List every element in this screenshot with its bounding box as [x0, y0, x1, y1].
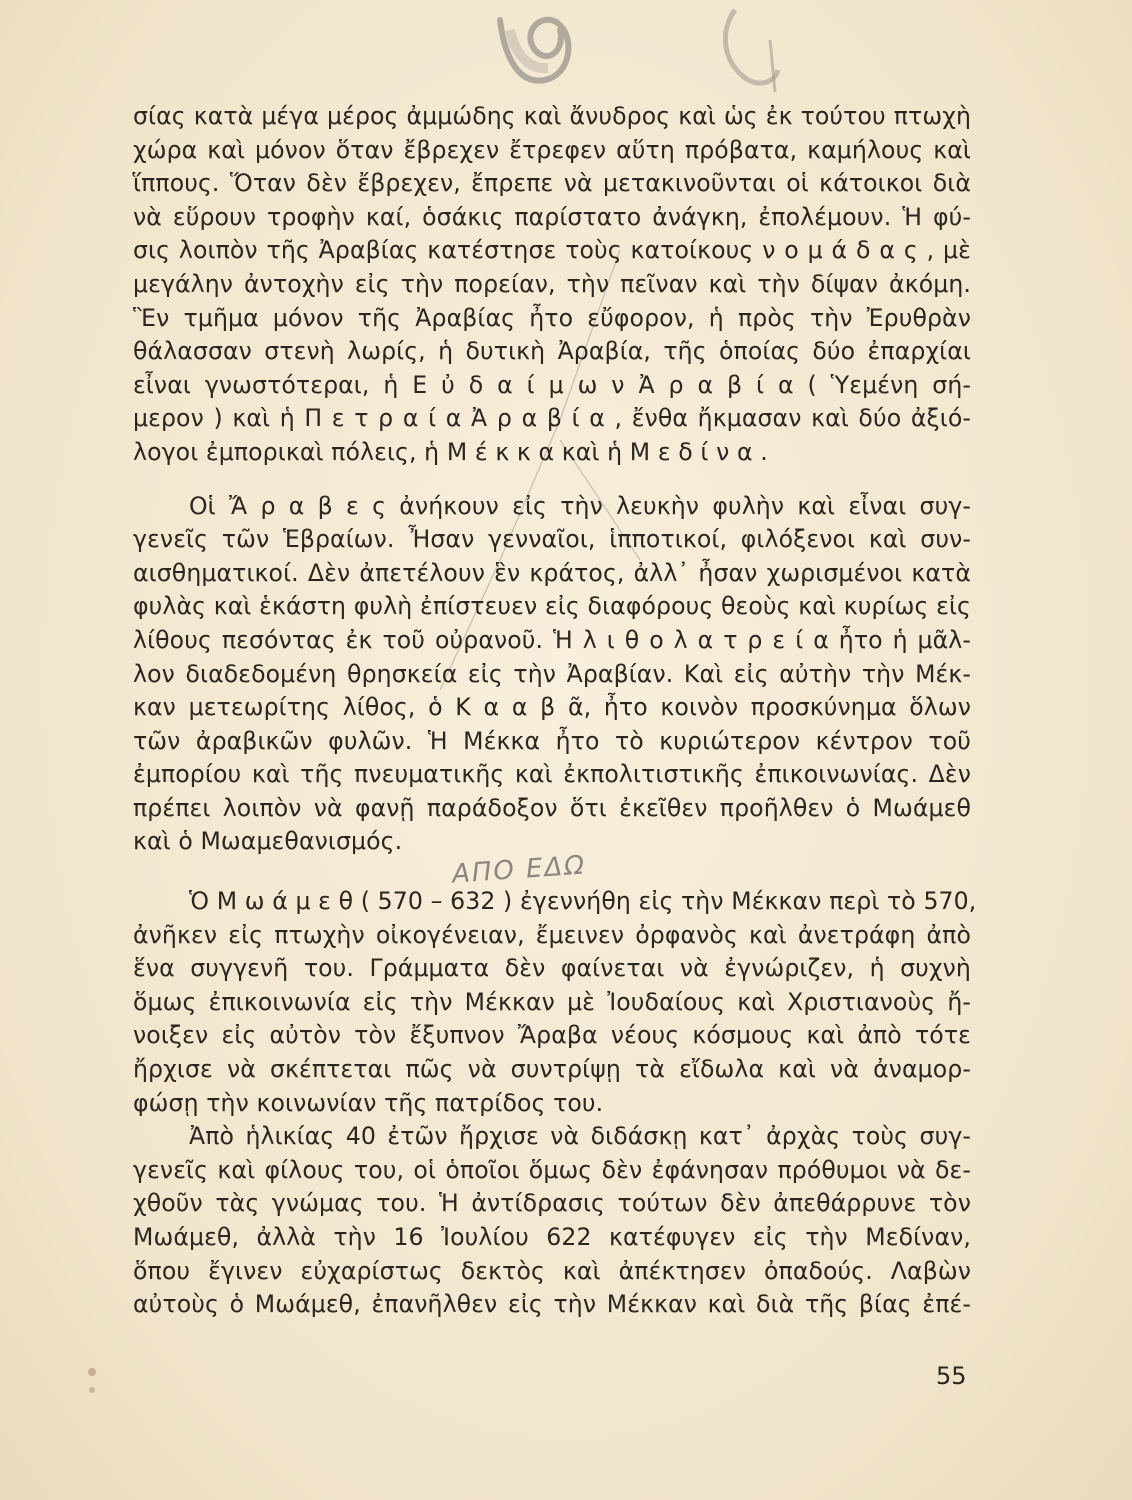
paragraph-arabia-geography	[133, 100, 971, 470]
text-line: λίθους πεσόντας ἐκ τοῦ οὐρανοῦ. Ἡ λ ι θ ο λ α τ ρ ε ί α ἦτο ἡ μᾶλ-	[133, 625, 971, 654]
text-line: φώσῃ τὴν κοινωνίαν τῆς πατρίδος του.	[133, 1088, 604, 1117]
text-line: ἵππους. Ὅταν δὲν ἔβρεχεν, ἔπρεπε νὰ μετακινοῦνται οἱ κάτοικοι διὰ	[133, 169, 971, 198]
text-line: γενεῖς καὶ φίλους του, οἱ ὁποῖοι ὅμως δὲν ἐφάνησαν πρόθυμοι νὰ δε-	[133, 1155, 971, 1184]
text-line: ἐμπορίου καὶ τῆς πνευματικῆς καὶ ἐκπολιτιστικῆς ἐπικοινωνίας. Δὲν	[133, 760, 971, 789]
text-line: λον διαδεδομένη θρησκεία εἰς τὴν Ἀραβίαν. Καὶ εἰς αὐτὴν τὴν Μέκ-	[133, 659, 971, 688]
text-line: νὰ εὕρουν τροφὴν καί, ὁσάκις παρίστατο ἀνάγκη, ἐπολέμουν. Ἡ φύ-	[133, 202, 971, 231]
text-line: αισθηματικοί. Δὲν ἀπετέλουν ἓν κράτος, ἀλλ᾿ ἦσαν χωρισμένοι κατὰ	[133, 558, 971, 587]
text-line: ἀνῆκεν εἰς πτωχὴν οἰκογένειαν, ἔμεινεν ὀρφανὸς καὶ ἀνετράφη ἀπὸ	[133, 920, 971, 949]
text-line: ἕνα συγγενῆ του. Γράμματα δὲν φαίνεται νὰ ἐγνώριζεν, ἡ συχνὴ	[133, 954, 971, 983]
text-line: θάλασσαν στενὴ λωρίς, ἡ δυτικὴ Ἀραβία, τῆς ὁποίας δύο ἐπαρχίαι	[133, 337, 971, 366]
text-line: νοιξεν εἰς αὐτὸν τὸν ἔξυπνον Ἄραβα νέους κόσμους καὶ ἀπὸ τότε	[133, 1021, 971, 1050]
paragraph-mohammed	[133, 885, 977, 1120]
text-line: αὐτοὺς ὁ Μωάμεθ, ἐπανῆλθεν εἰς τὴν Μέκκαν καὶ διὰ τῆς βίας ἐπέ-	[133, 1290, 971, 1319]
paragraph-arabs	[133, 490, 971, 860]
text-line: χθοῦν τὰς γνώμας του. Ἡ ἀντίδρασις τούτων δὲν ἀπεθάρρυνε τὸν	[133, 1189, 971, 1218]
text-line: μεγάλην ἀντοχὴν εἰς τὴν πορείαν, τὴν πεῖναν καὶ τὴν δίψαν ἀκόμη.	[133, 269, 971, 298]
handwritten-note: ΑΠΟ ΕΔΩ	[451, 850, 588, 890]
text-line: μερον ) καὶ ἡ Π ε τ ρ α ί α Ἀ ρ α β ί α , ἔνθα ἤκμασαν καὶ δύο ἀξιό-	[133, 404, 971, 433]
text-line: σίας κατὰ μέγα μέρος ἀμμώδης καὶ ἄνυδρος καὶ ὡς ἐκ τούτου πτωχὴ	[133, 102, 971, 130]
text-line: σις λοιπὸν τῆς Ἀραβίας κατέστησε τοὺς κατοίκους ν ο μ ά δ α ς , μὲ	[133, 236, 971, 265]
text-line: ὅμως ἐπικοινωνία εἰς τὴν Μέκκαν μὲ Ἰουδαίους καὶ Χριστιανοὺς ἤ-	[133, 987, 971, 1016]
text-line: Οἱ Ἄ ρ α β ε ς ἀνήκουν εἰς τὴν λευκὴν φυλὴν καὶ εἶναι συγ-	[189, 491, 971, 520]
page-number: 55	[936, 1362, 967, 1390]
text-line: χώρα καὶ μόνον ὅταν ἔβρεχεν ἔτρεφεν αὕτη πρόβατα, καμήλους καὶ	[133, 135, 971, 164]
text-line: εἶναι γνωστότεραι, ἡ Ε ὐ δ α ί μ ω ν Ἀ ρ α β ί α ( Ὑεμένη σή-	[133, 370, 971, 399]
paragraph-teaching	[133, 1120, 971, 1322]
text-line: Ὁ Μ ω ά μ ε θ ( 570 – 632 ) ἐγεννήθη εἰς τὴν Μέκκαν περὶ τὸ 570,	[189, 887, 977, 916]
text-line: Μωάμεθ, ἀλλὰ τὴν 16 Ἰουλίου 622 κατέφυγεν εἰς τὴν Μεδίναν,	[133, 1223, 971, 1251]
text-line: Ἀπὸ ἡλικίας 40 ἐτῶν ἤρχισε νὰ διδάσκῃ κατ᾿ ἀρχὰς τοὺς συγ-	[189, 1122, 971, 1151]
text-line: φυλὰς καὶ ἑκάστη φυλὴ ἐπίστευεν εἰς διαφόρους θεοὺς καὶ κυρίως εἰς	[133, 592, 971, 621]
text-line: καν μετεωρίτης λίθος, ὁ Κ α α β ᾶ, ἦτο κοινὸν προσκύνημα ὅλων	[133, 693, 971, 722]
text-line: λογοι ἐμπορικαὶ πόλεις, ἡ Μ έ κ κ α καὶ ἡ Μ ε δ ί ν α .	[133, 437, 768, 466]
body-text	[133, 100, 977, 1322]
text-line: τῶν ἀραβικῶν φυλῶν. Ἡ Μέκκα ἦτο τὸ κυριώτερον κέντρον τοῦ	[133, 726, 971, 755]
text-line: καὶ ὁ Μωαμεθανισμός.	[133, 827, 403, 856]
text-line: γενεῖς τῶν Ἑβραίων. Ἦσαν γενναῖοι, ἱπποτικοί, φιλόξενοι καὶ συν-	[133, 525, 971, 554]
text-line: πρέπει λοιπὸν νὰ φανῇ παράδοξον ὅτι ἐκεῖθεν προῆλθεν ὁ Μωάμεθ	[133, 793, 971, 822]
text-line: Ἓν τμῆμα μόνον τῆς Ἀραβίας ἦτο εὔφορον, ἡ πρὸς τὴν Ἐρυθρὰν	[133, 303, 971, 332]
text-line: ἤρχισε νὰ σκέπτεται πῶς νὰ συντρίψῃ τὰ εἴδωλα καὶ νὰ ἀναμορ-	[133, 1055, 971, 1084]
text-line: ὅπου ἔγινεν εὐχαρίστως δεκτὸς καὶ ἀπέκτησεν ὀπαδούς. Λαβὼν	[133, 1256, 971, 1285]
